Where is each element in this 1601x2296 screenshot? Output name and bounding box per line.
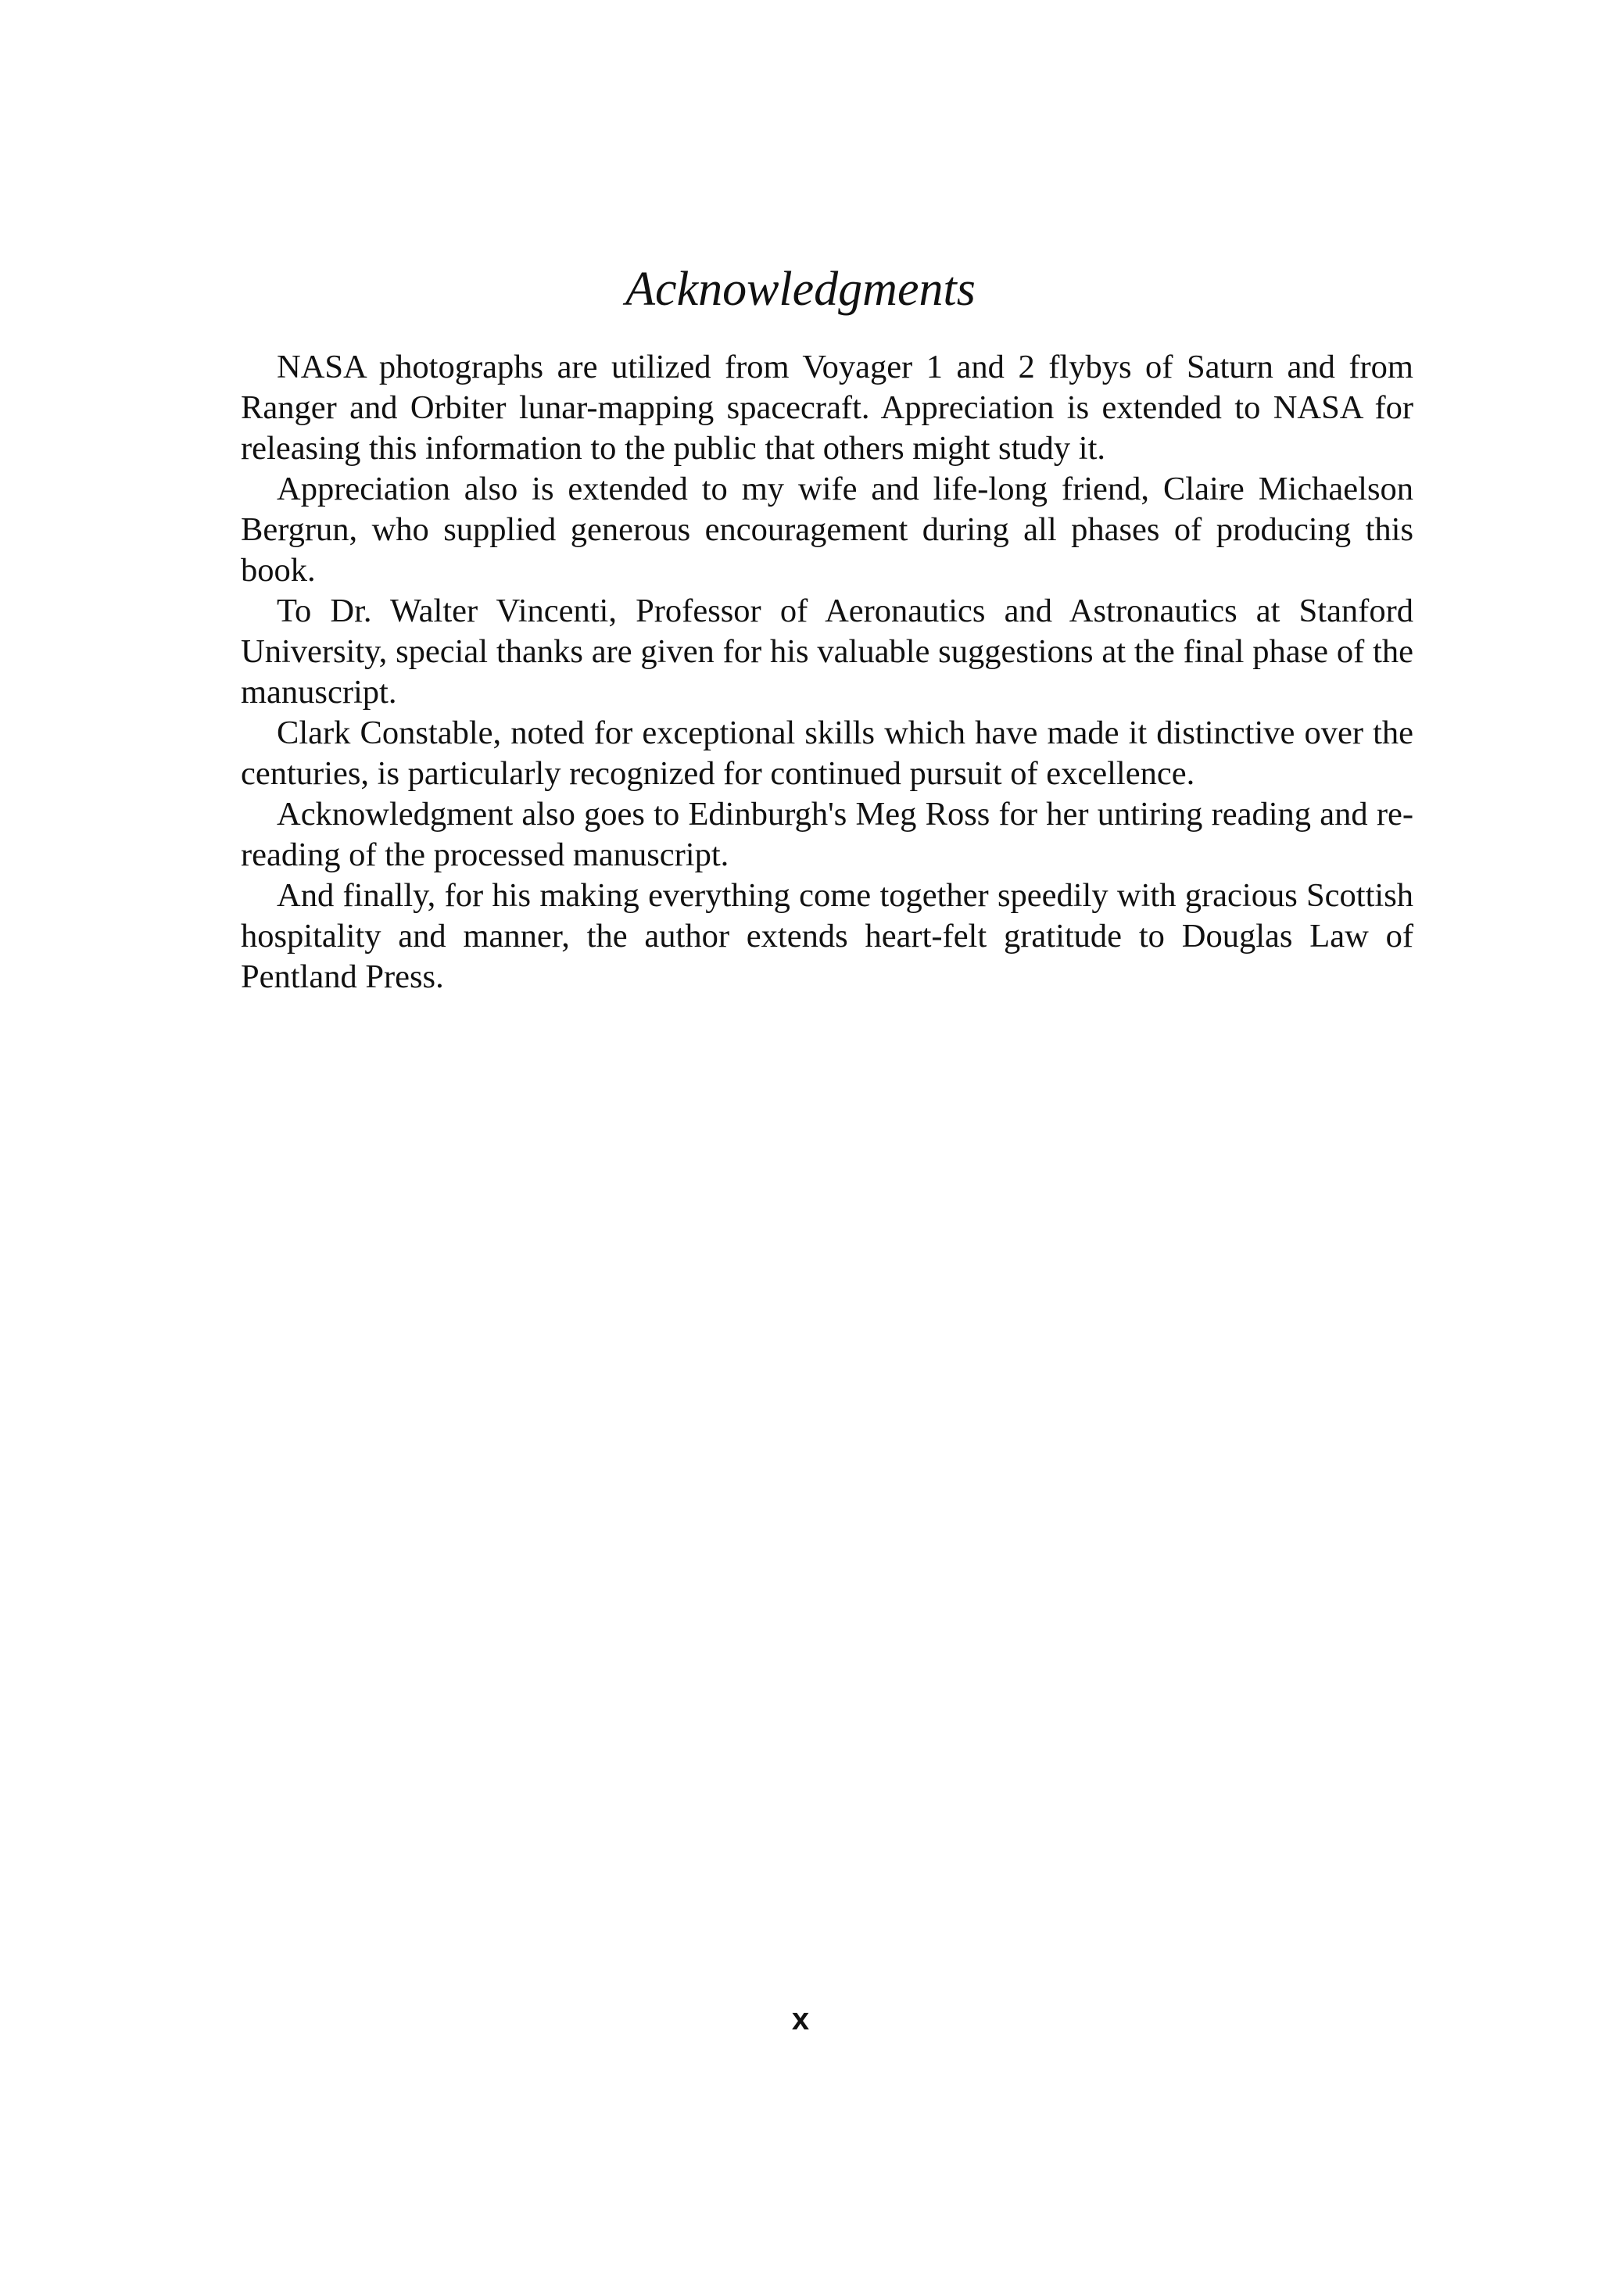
page-title: Acknowledgments: [625, 263, 976, 316]
paragraph-vincenti: To Dr. Walter Vincenti, Professor of Aeronautics and Astronautics at Stanford University, special thanks are given for his valuable suggestions at the final phase of the manuscript.: [241, 593, 1413, 711]
paragraph-nasa: NASA photographs are utilized from Voyager 1 and 2 flybys of Saturn and from Ranger and Orbiter lunar-mapping spacecraft. Appreciation is extended to NASA for releasing this information to the public that others might study it.: [241, 349, 1413, 467]
page-number: x: [791, 2002, 810, 2036]
acknowledgments-body: [241, 347, 1413, 998]
paragraph-constable: Clark Constable, noted for exceptional skills which have made it distinctive over the centuries, is particularly recognized for continued pursuit of excellence.: [241, 715, 1413, 792]
paragraph-douglas-law: And finally, for his making everything come together speedily with gracious Scottish hospitality and manner, the author extends heart-felt gratitude to Douglas Law of Pentland Press.: [241, 877, 1413, 995]
paragraph-meg-ross: Acknowledgment also goes to Edinburgh's Meg Ross for her untiring reading and re-reading of the processed manuscript.: [241, 796, 1413, 873]
paragraph-wife: Appreciation also is extended to my wife and life-long friend, Claire Michaelson Bergrun, who supplied generous encouragement during all phases of producing this book.: [241, 471, 1413, 589]
